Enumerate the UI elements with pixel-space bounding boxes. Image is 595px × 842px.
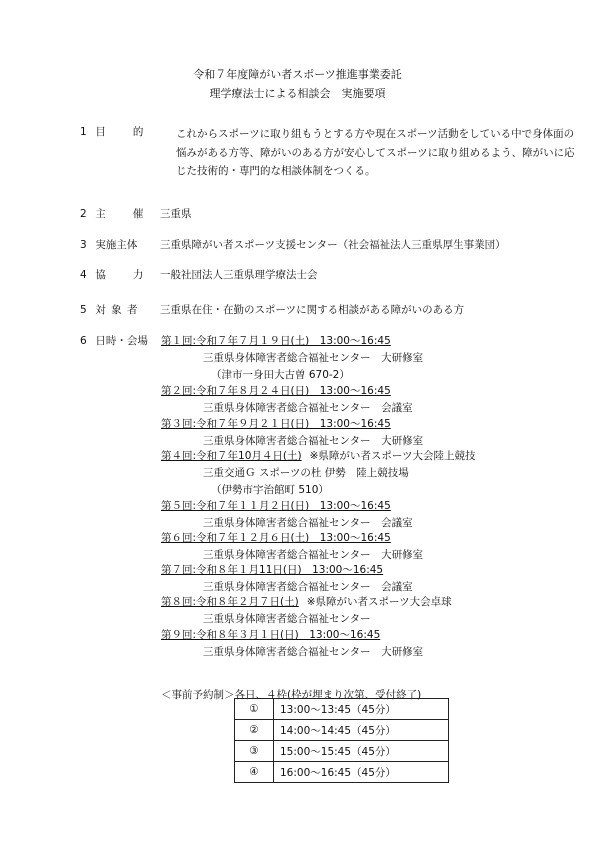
slot-number: ② xyxy=(235,720,274,741)
section-label: 日時・会場 xyxy=(95,335,148,347)
schedule-venue: 三重県身体障害者総合福祉センター 会議室 xyxy=(203,402,413,414)
reservation-note: ＜事前予約制＞各日、４枠(枠が埋まり次第、受付終了) xyxy=(161,689,422,701)
schedule-entry xyxy=(161,417,424,447)
schedule-venue: 三重県身体障害者総合福祉センター 会議室 xyxy=(203,581,413,593)
schedule-date: 第４回:令和７年10月４日(土) xyxy=(161,450,302,462)
section-number: 3 xyxy=(80,239,87,251)
slot-time: 14:00～14:45（45分） xyxy=(274,720,449,741)
section-label: 対 象 者 xyxy=(95,304,139,316)
slot-number: ④ xyxy=(235,762,274,783)
schedule-date: 第７回:令和８年１月11日(日) 13:00～16:45 xyxy=(161,564,384,576)
section-label: 協 力 xyxy=(95,269,146,281)
section-label: 目 的 xyxy=(95,126,146,138)
slot-number: ③ xyxy=(235,741,274,762)
table-row xyxy=(235,699,449,720)
schedule-date: 第１回:令和７年７月１９日(土) 13:00～16:45 xyxy=(161,335,391,347)
schedule-entry xyxy=(161,563,413,593)
document-subtitle: 理学療法士による相談会 実施要項 xyxy=(209,87,386,100)
schedule-entry xyxy=(161,449,476,496)
section-number: 4 xyxy=(80,269,87,281)
section-number: 5 xyxy=(80,304,87,316)
section-text: 三重県在住・在勤のスポーツに関する相談がある障がいのある方 xyxy=(160,304,465,316)
table-row xyxy=(235,720,449,741)
schedule-venue: 三重交通Ｇ スポーツの杜 伊勢 陸上競技場 xyxy=(203,467,409,479)
section-text: 一般社団法人三重県理学療法士会 xyxy=(160,269,318,281)
schedule-venue: 三重県身体障害者総合福祉センター 会議室 xyxy=(203,517,413,529)
section-label: 実施主体 xyxy=(95,239,138,251)
schedule-date: 第６回:令和７年１２月６日(土) 13:00～16:45 xyxy=(161,532,391,544)
section-number: 1 xyxy=(80,126,87,138)
section-number: 2 xyxy=(80,208,87,220)
schedule-entry xyxy=(161,334,424,381)
schedule-note: ※県障がい者スポーツ大会卓球 xyxy=(306,596,452,608)
schedule-date: 第５回:令和７年１１月２日(日) 13:00～16:45 xyxy=(161,500,391,512)
schedule-venue: 三重県身体障害者総合福祉センター 大研修室 xyxy=(203,549,424,561)
schedule-date: 第２回:令和７年８月２４日(日) 13:00～16:45 xyxy=(161,385,391,397)
schedule-date: 第９回:令和８年３月１日(日) 13:00～16:45 xyxy=(161,629,381,641)
schedule-venue: 三重県身体障害者総合福祉センター xyxy=(203,613,371,625)
section-text: 三重県障がい者スポーツ支援センター（社会福祉法人三重県厚生事業団） xyxy=(160,239,506,251)
schedule-entry xyxy=(161,531,424,561)
slot-number: ① xyxy=(235,699,274,720)
slot-time: 13:00～13:45（45分） xyxy=(274,699,449,720)
schedule-venue: 三重県身体障害者総合福祉センター 大研修室 xyxy=(203,352,424,364)
schedule-note: ※県障がい者スポーツ大会陸上競技 xyxy=(309,450,476,462)
schedule-address: （津市一身田大古曽 670-2） xyxy=(211,369,350,381)
table-row xyxy=(235,741,449,762)
schedule-entry xyxy=(161,384,413,414)
schedule-venue: 三重県身体障害者総合福祉センター 大研修室 xyxy=(203,435,424,447)
time-slot-table xyxy=(234,698,449,783)
schedule-date: 第３回:令和７年９月２１日(日) 13:00～16:45 xyxy=(161,418,391,430)
slot-time: 16:00～16:45（45分） xyxy=(274,762,449,783)
schedule-entry xyxy=(161,499,413,529)
slot-time: 15:00～15:45（45分） xyxy=(274,741,449,762)
schedule-venue: 三重県身体障害者総合福祉センター 大研修室 xyxy=(203,646,424,658)
table-row xyxy=(235,762,449,783)
document-title: 令和７年度障がい者スポーツ推進事業委託 xyxy=(193,68,402,81)
schedule-entry xyxy=(161,628,424,658)
schedule-entry xyxy=(161,595,452,625)
section-number: 6 xyxy=(80,335,87,347)
section-text: 三重県 xyxy=(160,208,192,220)
section-label: 主 催 xyxy=(95,208,146,220)
schedule-date: 第８回:令和８年２月７日(土) xyxy=(161,596,299,608)
schedule-address: （伊勢市宇治館町 510） xyxy=(211,484,329,496)
section-text: これからスポーツに取り組もうとする方や現在スポーツ活動をしている中で身体面の悩みがある方等、障がいのある方が安心してスポーツに取り組めるよう、障がいに応じた技術的・専門的な相談体制をつくる。 xyxy=(176,128,575,177)
